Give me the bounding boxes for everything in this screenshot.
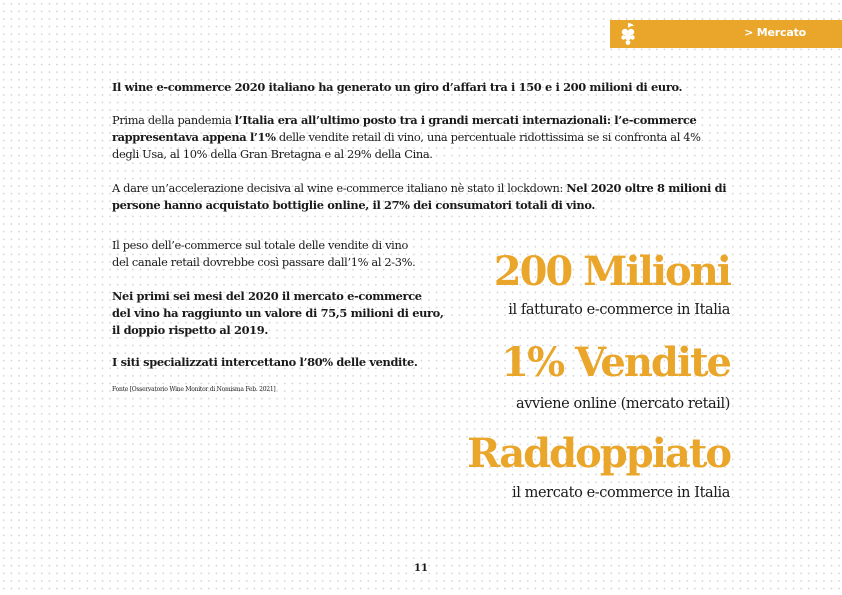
intro-paragraph: Il wine e-commerce 2020 italiano ha generato un giro d’affari tra i 150 e i 200 milioni di euro. xyxy=(112,80,683,94)
retail-share-paragraph: Il peso dell’e-commerce sul totale delle vendite di vino del canale retail dovrebbe così passare dall’1% al 2-3%. xyxy=(112,238,416,269)
stat-headline: 200 Milioni xyxy=(493,248,730,295)
stat-caption: il fatturato e-commerce in Italia xyxy=(508,302,730,318)
lockdown-paragraph: A dare un’accelerazione decisiva al wine e-commerce italiano nè stato il lockdown: Nel 2020 oltre 8 milioni di persone hanno acquistato bottiglie online, il 27% dei consumatori totali di vino. xyxy=(112,181,727,212)
page-number: 11 xyxy=(414,563,428,574)
stat-headline: 1% Vendite xyxy=(501,339,730,386)
logo xyxy=(610,20,644,48)
stat-caption: il mercato e-commerce in Italia xyxy=(511,485,730,501)
stat-headline: Raddoppiato xyxy=(467,430,730,477)
source-note: Fonte [Osservatorio Wine Monitor di Nomisma Feb. 2021] xyxy=(112,386,276,393)
specialized-sites-paragraph: I siti specializzati intercettano l’80% delle vendite. xyxy=(112,355,418,369)
wine-grapes-icon xyxy=(619,22,637,46)
pandemic-paragraph: Prima della pandemia l’Italia era all’ultimo posto tra i grandi mercati internazionali: l’e-commerce rappresentava appena l’1% delle vendite retail di vino, una percentuale ridottissima se si confronta al 4% degli Usa, al 10% della Gran Bretagna e al 29% della Cina. xyxy=(112,113,701,161)
half-year-paragraph: Nei primi sei mesi del 2020 il mercato e-commerce del vino ha raggiunto un valore di 75,5 milioni di euro, il doppio rispetto al 2019. xyxy=(112,289,444,337)
section-header-band xyxy=(610,20,842,48)
section-label: > Mercato xyxy=(744,26,806,39)
stat-caption: avviene online (mercato retail) xyxy=(515,396,730,412)
